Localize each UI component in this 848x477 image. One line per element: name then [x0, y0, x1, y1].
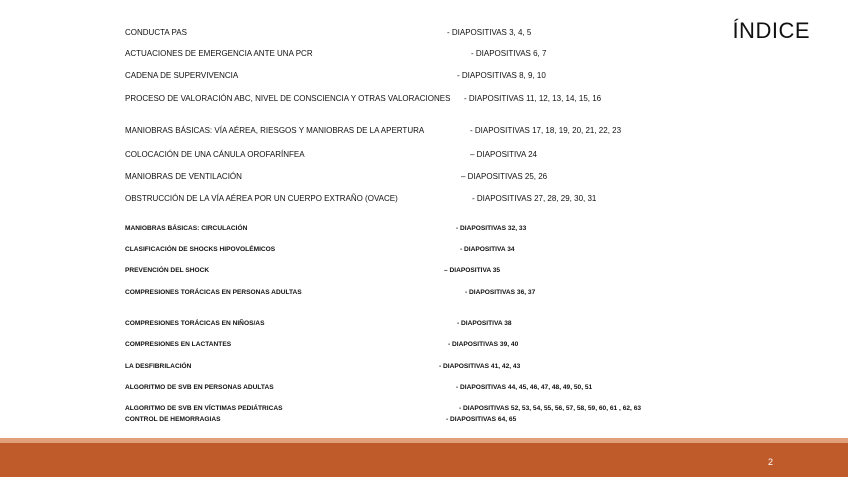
index-entry-ref: – DIAPOSITIVA 35 [444, 267, 501, 274]
index-entry-ref: - DIAPOSITIVAS 27, 28, 29, 30, 31 [472, 194, 597, 203]
index-entry-label: ACTUACIONES DE EMERGENCIA ANTE UNA PCR [125, 49, 313, 58]
index-entry-label: ALGORITMO DE SVB EN PERSONAS ADULTAS [125, 384, 274, 391]
index-entry-label: PROCESO DE VALORACIÓN ABC, NIVEL DE CONSCIENCIA Y OTRAS VALORACIONES [125, 94, 451, 103]
index-entry-ref: - DIAPOSITIVAS 3, 4, 5 [447, 28, 532, 37]
index-entry-ref: - DIAPOSITIVAS 64, 65 [446, 416, 517, 423]
index-entry-label: CONDUCTA PAS [125, 28, 187, 37]
index-entry-label: ALGORITMO DE SVB EN VÍCTIMAS PEDIÁTRICAS [125, 405, 283, 412]
index-entry-label: LA DESFIBRILACIÓN [125, 363, 192, 370]
index-entry-label: CONTROL DE HEMORRAGIAS [125, 416, 221, 423]
index-entry-ref: - DIAPOSITIVAS 32, 33 [456, 225, 527, 232]
footer-band [0, 443, 848, 477]
index-entry-label: MANIOBRAS DE VENTILACIÓN [125, 172, 242, 181]
index-entry-label: CLASIFICACIÓN DE SHOCKS HIPOVOLÉMICOS [125, 246, 276, 253]
index-entry-label: COLOCACIÓN DE UNA CÁNULA OROFARÍNFEA [125, 150, 305, 159]
index-entry-ref: - DIAPOSITIVAS 11, 12, 13, 14, 15, 16 [464, 94, 602, 103]
index-entry-ref: - DIAPOSITIVAS 41, 42, 43 [439, 363, 521, 370]
index-entry-ref: - DIAPOSITIVAS 44, 45, 46, 47, 48, 49, 50, 51 [456, 384, 593, 391]
slide-title: ÍNDICE [732, 18, 810, 43]
index-entry-label: OBSTRUCCIÓN DE LA VÍA AÉREA POR UN CUERPO EXTRAÑO (OVACE) [125, 194, 398, 203]
index-entry-ref: – DIAPOSITIVA 24 [470, 150, 537, 159]
index-entry-label: COMPRESIONES EN LACTANTES [125, 341, 232, 348]
index-entry-ref: - DIAPOSITIVAS 17, 18, 19, 20, 21, 22, 23 [470, 126, 622, 135]
index-entry-ref: - DIAPOSITIVAS 6, 7 [471, 49, 547, 58]
index-entry-ref: – DIAPOSITIVAS 25, 26 [461, 172, 548, 181]
index-entry-ref: - DIAPOSITIVAS 39, 40 [448, 341, 519, 348]
index-entry-label: MANIOBRAS BÁSICAS: CIRCULACIÓN [125, 225, 248, 232]
index-entry-label: PREVENCIÓN DEL SHOCK [125, 267, 210, 274]
index-entry-label: COMPRESIONES TORÁCICAS EN PERSONAS ADULTAS [125, 289, 302, 296]
index-entry-ref: - DIAPOSITIVAS 8, 9, 10 [457, 71, 546, 80]
index-entry-label: CADENA DE SUPERVIVENCIA [125, 71, 239, 80]
index-entry-ref: - DIAPOSITIVAS 36, 37 [465, 289, 536, 296]
index-entry-label: MANIOBRAS BÁSICAS: VÍA AÉREA, RIESGOS Y MANIOBRAS DE LA APERTURA [125, 126, 425, 135]
index-entry-ref: - DIAPOSITIVAS 52, 53, 54, 55, 56, 57, 58, 59, 60, 61 , 62, 63 [459, 405, 642, 412]
index-entry-ref: - DIAPOSITIVA 38 [457, 320, 512, 327]
page-number: 2 [767, 457, 773, 467]
index-entry-label: COMPRESIONES TORÁCICAS EN NIÑOS/AS [125, 320, 265, 327]
index-entry-ref: - DIAPOSITIVA 34 [460, 246, 515, 253]
